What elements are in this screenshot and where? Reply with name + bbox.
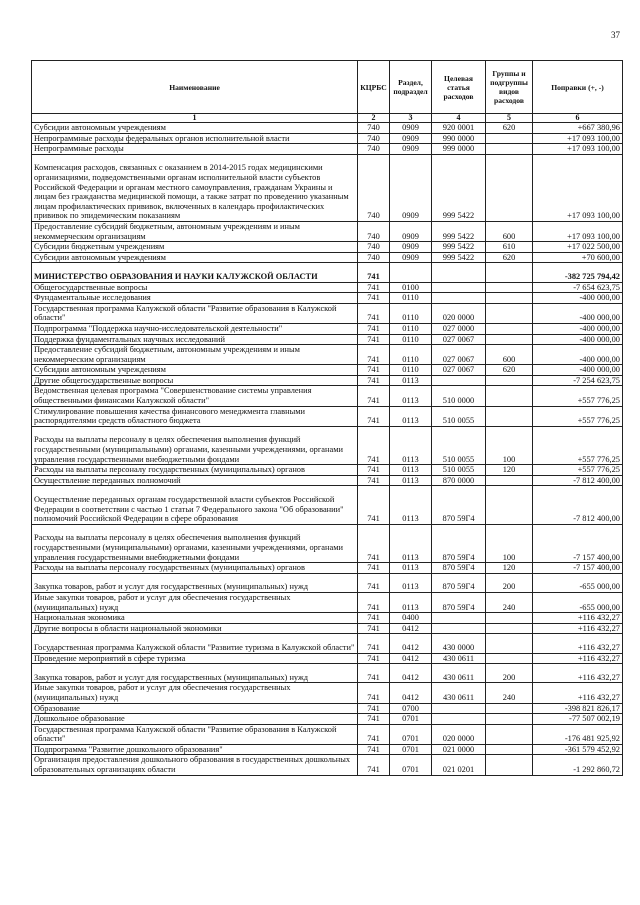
row-expense-group-cell: 610	[486, 242, 533, 253]
table-row	[32, 486, 623, 524]
row-section-cell: 0113	[390, 375, 432, 386]
row-section-cell: 0701	[390, 744, 432, 755]
row-target-article-cell	[432, 293, 486, 304]
row-target-article-cell: 020 0000	[432, 724, 486, 744]
row-expense-group-cell	[486, 263, 533, 282]
row-name-cell: Субсидии автономным учреждениям	[32, 252, 358, 263]
row-name-cell: Дошкольное образование	[32, 714, 358, 725]
table-row	[32, 703, 623, 714]
row-kcrbs-cell: 741	[358, 263, 390, 282]
row-section-cell: 0110	[390, 293, 432, 304]
row-target-article-cell: 021 0000	[432, 744, 486, 755]
row-name-cell: Подпрограмма "Развитие дошкольного образования"	[32, 744, 358, 755]
table-row	[32, 323, 623, 334]
row-section-cell: 0110	[390, 365, 432, 376]
table-row	[32, 406, 623, 426]
row-section-cell: 0909	[390, 221, 432, 241]
table-row	[32, 634, 623, 653]
row-section-cell: 0110	[390, 303, 432, 323]
row-kcrbs-cell: 741	[358, 744, 390, 755]
row-section-cell: 0110	[390, 323, 432, 334]
table-header-row	[32, 61, 623, 114]
table-row	[32, 252, 623, 263]
row-kcrbs-cell: 741	[358, 486, 390, 524]
row-kcrbs-cell: 740	[358, 252, 390, 263]
row-kcrbs-cell: 740	[358, 123, 390, 134]
row-expense-group-cell	[486, 703, 533, 714]
table-row	[32, 524, 623, 562]
row-amount-cell: -7 812 400,00	[533, 486, 623, 524]
row-target-article-cell	[432, 623, 486, 634]
row-name-cell: Поддержка фундаментальных научных исследований	[32, 334, 358, 345]
row-kcrbs-cell: 741	[358, 386, 390, 406]
row-expense-group-cell	[486, 293, 533, 304]
row-section-cell: 0100	[390, 282, 432, 293]
row-target-article-cell	[432, 375, 486, 386]
row-expense-group-cell	[486, 323, 533, 334]
row-name-cell: Организация предоставления дошкольного образования в государственных дошкольных образовательных организациях области	[32, 755, 358, 775]
row-kcrbs-cell: 741	[358, 623, 390, 634]
table-row	[32, 242, 623, 253]
row-amount-cell: -400 000,00	[533, 345, 623, 365]
row-kcrbs-cell: 740	[358, 242, 390, 253]
table-row	[32, 282, 623, 293]
row-expense-group-cell	[486, 386, 533, 406]
row-target-article-cell: 510 0055	[432, 406, 486, 426]
row-name-cell: Осуществление переданных органам государственной власти субъектов Российской Федерации в соответствии с частью 1 статьи 7 Федерального закона "Об образовании" полномочий Российской Федерации в сфере образования	[32, 486, 358, 524]
row-amount-cell: +17 093 100,00	[533, 154, 623, 221]
row-amount-cell: -7 157 400,00	[533, 563, 623, 574]
row-name-cell: Предоставление субсидий бюджетным, автономным учреждениям и иным некоммерческим организациям	[32, 221, 358, 241]
row-section-cell: 0113	[390, 465, 432, 476]
row-name-cell: Непрограммные расходы федеральных органов исполнительной власти	[32, 133, 358, 144]
row-amount-cell: +557 776,25	[533, 406, 623, 426]
row-kcrbs-cell: 741	[358, 724, 390, 744]
row-expense-group-cell	[486, 303, 533, 323]
table-row	[32, 475, 623, 486]
row-name-cell: Осуществление переданных полномочий	[32, 475, 358, 486]
row-target-article-cell: 870 59Г4	[432, 486, 486, 524]
row-amount-cell: -400 000,00	[533, 334, 623, 345]
row-section-cell: 0909	[390, 242, 432, 253]
table-row	[32, 714, 623, 725]
row-expense-group-cell: 200	[486, 664, 533, 683]
row-amount-cell: -361 579 452,92	[533, 744, 623, 755]
table-row	[32, 221, 623, 241]
table-row	[32, 563, 623, 574]
budget-amendments-table	[31, 60, 623, 776]
row-name-cell: Проведение мероприятий в сфере туризма	[32, 653, 358, 664]
header-name: Наименование	[32, 61, 358, 114]
table-row	[32, 664, 623, 683]
row-section-cell: 0113	[390, 386, 432, 406]
row-name-cell: Закупка товаров, работ и услуг для государственных (муниципальных) нужд	[32, 664, 358, 683]
row-section-cell: 0110	[390, 334, 432, 345]
row-target-article-cell	[432, 703, 486, 714]
row-amount-cell: -400 000,00	[533, 303, 623, 323]
row-section-cell: 0412	[390, 634, 432, 653]
row-target-article-cell	[432, 263, 486, 282]
row-expense-group-cell	[486, 724, 533, 744]
row-kcrbs-cell: 741	[358, 375, 390, 386]
row-name-cell: Стимулирование повышения качества финансового менеджмента главными распорядителями средств областного бюджета	[32, 406, 358, 426]
row-expense-group-cell	[486, 334, 533, 345]
row-expense-group-cell	[486, 623, 533, 634]
table-row	[32, 123, 623, 134]
row-expense-group-cell	[486, 406, 533, 426]
row-target-article-cell: 920 0001	[432, 123, 486, 134]
row-expense-group-cell: 620	[486, 252, 533, 263]
page-number: 37	[611, 30, 620, 40]
table-row	[32, 365, 623, 376]
row-expense-group-cell: 620	[486, 365, 533, 376]
row-expense-group-cell	[486, 744, 533, 755]
column-number: 4	[432, 114, 486, 123]
row-kcrbs-cell: 741	[358, 475, 390, 486]
row-target-article-cell: 027 0000	[432, 323, 486, 334]
row-expense-group-cell	[486, 613, 533, 624]
row-kcrbs-cell: 740	[358, 154, 390, 221]
row-target-article-cell: 430 0611	[432, 664, 486, 683]
row-section-cell: 0909	[390, 133, 432, 144]
row-amount-cell: -7 812 400,00	[533, 475, 623, 486]
row-section-cell: 0701	[390, 755, 432, 775]
row-kcrbs-cell: 741	[358, 755, 390, 775]
row-section-cell: 0909	[390, 123, 432, 134]
row-amount-cell: -655 000,00	[533, 592, 623, 612]
row-expense-group-cell	[486, 133, 533, 144]
row-target-article-cell: 870 0000	[432, 475, 486, 486]
row-expense-group-cell: 240	[486, 592, 533, 612]
row-amount-cell: +116 432,27	[533, 664, 623, 683]
row-name-cell: Государственная программа Калужской области "Развитие образования в Калужской области"	[32, 724, 358, 744]
row-section-cell: 0113	[390, 426, 432, 464]
row-name-cell: Предоставление субсидий бюджетным, автономным учреждениям и иным некоммерческим организациям	[32, 345, 358, 365]
row-amount-cell: +17 093 100,00	[533, 221, 623, 241]
row-section-cell: 0400	[390, 613, 432, 624]
row-kcrbs-cell: 740	[358, 221, 390, 241]
row-name-cell: Иные закупки товаров, работ и услуг для обеспечения государственных (муниципальных) нужд	[32, 592, 358, 612]
row-kcrbs-cell: 741	[358, 282, 390, 293]
row-kcrbs-cell: 741	[358, 406, 390, 426]
row-kcrbs-cell: 741	[358, 634, 390, 653]
row-name-cell: Компенсация расходов, связанных с оказанием в 2014-2015 годах медицинскими организациями, подведомственными органам исполнительной власти субъектов Российской Федерации и органам местного самоуправления, гражданам Украины и лицам без гражданства медицинской помощи, а также затрат по проведению указанным лицам профилактических прививок, включенных в календарь профилактических прививок по эпидемическим показаниям	[32, 154, 358, 221]
table-row	[32, 465, 623, 476]
row-target-article-cell: 999 5422	[432, 221, 486, 241]
row-kcrbs-cell: 741	[358, 653, 390, 664]
row-section-cell: 0412	[390, 664, 432, 683]
row-amount-cell: +116 432,27	[533, 634, 623, 653]
row-expense-group-cell	[486, 634, 533, 653]
row-target-article-cell: 999 5422	[432, 154, 486, 221]
row-amount-cell: -400 000,00	[533, 323, 623, 334]
row-section-cell: 0113	[390, 475, 432, 486]
column-number: 3	[390, 114, 432, 123]
row-target-article-cell: 027 0067	[432, 334, 486, 345]
row-name-cell: Ведомственная целевая программа "Совершенствование системы управления общественными финансами Калужской области"	[32, 386, 358, 406]
row-section-cell: 0110	[390, 345, 432, 365]
row-kcrbs-cell: 741	[358, 613, 390, 624]
row-amount-cell: -400 000,00	[533, 293, 623, 304]
row-target-article-cell: 870 59Г4	[432, 592, 486, 612]
row-amount-cell: +557 776,25	[533, 426, 623, 464]
table-row	[32, 623, 623, 634]
row-target-article-cell: 870 59Г4	[432, 563, 486, 574]
row-amount-cell: +557 776,25	[533, 386, 623, 406]
row-section-cell: 0701	[390, 714, 432, 725]
row-section-cell: 0909	[390, 154, 432, 221]
row-amount-cell: -655 000,00	[533, 573, 623, 592]
row-kcrbs-cell: 741	[358, 683, 390, 703]
row-expense-group-cell: 120	[486, 465, 533, 476]
row-expense-group-cell	[486, 755, 533, 775]
row-kcrbs-cell: 741	[358, 465, 390, 476]
row-expense-group-cell: 600	[486, 345, 533, 365]
row-section-cell: 0412	[390, 683, 432, 703]
row-section-cell	[390, 263, 432, 282]
row-kcrbs-cell: 741	[358, 703, 390, 714]
row-expense-group-cell: 620	[486, 123, 533, 134]
row-name-cell: Расходы на выплаты персоналу государственных (муниципальных) органов	[32, 465, 358, 476]
row-section-cell: 0909	[390, 252, 432, 263]
row-amount-cell: -7 157 400,00	[533, 524, 623, 562]
row-amount-cell: -7 254 623,75	[533, 375, 623, 386]
row-target-article-cell: 027 0067	[432, 365, 486, 376]
row-target-article-cell: 999 5422	[432, 252, 486, 263]
table-row	[32, 144, 623, 155]
row-expense-group-cell	[486, 154, 533, 221]
row-name-cell: Субсидии бюджетным учреждениям	[32, 242, 358, 253]
row-amount-cell: +116 432,27	[533, 683, 623, 703]
row-amount-cell: +17 093 100,00	[533, 133, 623, 144]
row-name-cell: Субсидии автономным учреждениям	[32, 123, 358, 134]
row-name-cell: Образование	[32, 703, 358, 714]
table-row	[32, 345, 623, 365]
row-kcrbs-cell: 741	[358, 334, 390, 345]
header-amendments: Поправки (+, -)	[533, 61, 623, 114]
row-kcrbs-cell: 740	[358, 133, 390, 144]
row-expense-group-cell	[486, 144, 533, 155]
row-kcrbs-cell: 741	[358, 524, 390, 562]
row-name-cell: Расходы на выплаты персоналу в целях обеспечения выполнения функций государственными (муниципальными) органами, казенными учреждениями, органами управления государственными внебюджетными фондами	[32, 524, 358, 562]
table-row	[32, 334, 623, 345]
row-name-cell: Другие вопросы в области национальной экономики	[32, 623, 358, 634]
row-kcrbs-cell: 740	[358, 144, 390, 155]
table-row	[32, 573, 623, 592]
row-target-article-cell: 990 0000	[432, 133, 486, 144]
row-kcrbs-cell: 741	[358, 714, 390, 725]
header-target-article: Целевая статья расходов	[432, 61, 486, 114]
row-section-cell: 0700	[390, 703, 432, 714]
row-target-article-cell: 870 59Г4	[432, 524, 486, 562]
row-kcrbs-cell: 741	[358, 303, 390, 323]
table-row	[32, 154, 623, 221]
row-target-article-cell	[432, 282, 486, 293]
row-name-cell: Общегосударственные вопросы	[32, 282, 358, 293]
row-amount-cell: -1 292 860,72	[533, 755, 623, 775]
row-target-article-cell: 027 0067	[432, 345, 486, 365]
row-target-article-cell	[432, 613, 486, 624]
row-expense-group-cell: 200	[486, 573, 533, 592]
row-target-article-cell: 510 0000	[432, 386, 486, 406]
row-name-cell: Фундаментальные исследования	[32, 293, 358, 304]
row-kcrbs-cell: 741	[358, 365, 390, 376]
row-kcrbs-cell: 741	[358, 592, 390, 612]
row-target-article-cell: 021 0201	[432, 755, 486, 775]
row-kcrbs-cell: 741	[358, 563, 390, 574]
table-row	[32, 263, 623, 282]
row-amount-cell: +116 432,27	[533, 613, 623, 624]
row-expense-group-cell	[486, 282, 533, 293]
row-target-article-cell: 430 0611	[432, 683, 486, 703]
row-amount-cell: +17 093 100,00	[533, 144, 623, 155]
row-amount-cell: +116 432,27	[533, 653, 623, 664]
row-name-cell: МИНИСТЕРСТВО ОБРАЗОВАНИЯ И НАУКИ КАЛУЖСКОЙ ОБЛАСТИ	[32, 263, 358, 282]
row-name-cell: Закупка товаров, работ и услуг для государственных (муниципальных) нужд	[32, 573, 358, 592]
row-expense-group-cell: 120	[486, 563, 533, 574]
column-number: 6	[533, 114, 623, 123]
row-kcrbs-cell: 741	[358, 293, 390, 304]
row-target-article-cell: 510 0055	[432, 465, 486, 476]
row-amount-cell: -77 507 002,19	[533, 714, 623, 725]
row-section-cell: 0113	[390, 592, 432, 612]
row-section-cell: 0113	[390, 406, 432, 426]
row-name-cell: Расходы на выплаты персоналу государственных (муниципальных) органов	[32, 563, 358, 574]
table-row	[32, 683, 623, 703]
row-amount-cell: +557 776,25	[533, 465, 623, 476]
row-amount-cell: +70 600,00	[533, 252, 623, 263]
row-name-cell: Иные закупки товаров, работ и услуг для обеспечения государственных (муниципальных) нужд	[32, 683, 358, 703]
row-section-cell: 0113	[390, 563, 432, 574]
row-section-cell: 0701	[390, 724, 432, 744]
row-amount-cell: -7 654 623,75	[533, 282, 623, 293]
row-expense-group-cell: 100	[486, 524, 533, 562]
row-target-article-cell: 999 5422	[432, 242, 486, 253]
row-expense-group-cell: 100	[486, 426, 533, 464]
table-row	[32, 386, 623, 406]
row-amount-cell: -398 821 826,17	[533, 703, 623, 714]
table-row	[32, 592, 623, 612]
row-target-article-cell: 999 0000	[432, 144, 486, 155]
row-expense-group-cell: 240	[486, 683, 533, 703]
row-section-cell: 0113	[390, 524, 432, 562]
row-amount-cell: -176 481 925,92	[533, 724, 623, 744]
row-amount-cell: +17 022 500,00	[533, 242, 623, 253]
table-row	[32, 133, 623, 144]
row-section-cell: 0909	[390, 144, 432, 155]
table-row	[32, 375, 623, 386]
table-row	[32, 303, 623, 323]
row-amount-cell: -400 000,00	[533, 365, 623, 376]
table-row	[32, 293, 623, 304]
row-kcrbs-cell: 741	[358, 345, 390, 365]
header-expense-group: Группы и подгруппы видов расходов	[486, 61, 533, 114]
row-kcrbs-cell: 741	[358, 573, 390, 592]
row-expense-group-cell	[486, 714, 533, 725]
table-row	[32, 755, 623, 775]
row-target-article-cell: 510 0055	[432, 426, 486, 464]
row-amount-cell: -382 725 794,42	[533, 263, 623, 282]
row-section-cell: 0113	[390, 486, 432, 524]
table-row	[32, 653, 623, 664]
row-expense-group-cell	[486, 375, 533, 386]
header-section: Раздел, подраздел	[390, 61, 432, 114]
row-target-article-cell: 430 0000	[432, 634, 486, 653]
row-expense-group-cell	[486, 475, 533, 486]
row-kcrbs-cell: 741	[358, 323, 390, 334]
header-kcrbs: КЦРБС	[358, 61, 390, 114]
row-name-cell: Непрограммные расходы	[32, 144, 358, 155]
row-name-cell: Подпрограмма "Поддержка научно-исследовательской деятельности"	[32, 323, 358, 334]
row-target-article-cell: 020 0000	[432, 303, 486, 323]
row-expense-group-cell: 600	[486, 221, 533, 241]
row-section-cell: 0113	[390, 573, 432, 592]
row-name-cell: Государственная программа Калужской области "Развитие образования в Калужской области"	[32, 303, 358, 323]
row-kcrbs-cell: 741	[358, 664, 390, 683]
row-name-cell: Государственная программа Калужской области "Развитие туризма в Калужской области"	[32, 634, 358, 653]
row-target-article-cell: 870 59Г4	[432, 573, 486, 592]
row-name-cell: Расходы на выплаты персоналу в целях обеспечения выполнения функций государственными (муниципальными) органами, казенными учреждениями, органами управления государственными внебюджетными фондами	[32, 426, 358, 464]
row-target-article-cell: 430 0611	[432, 653, 486, 664]
column-number: 2	[358, 114, 390, 123]
row-target-article-cell	[432, 714, 486, 725]
row-section-cell: 0412	[390, 653, 432, 664]
column-number: 5	[486, 114, 533, 123]
column-number: 1	[32, 114, 358, 123]
table-row	[32, 426, 623, 464]
column-number-row	[32, 114, 623, 123]
row-name-cell: Другие общегосударственные вопросы	[32, 375, 358, 386]
row-expense-group-cell	[486, 486, 533, 524]
table-row	[32, 613, 623, 624]
table-row	[32, 724, 623, 744]
row-name-cell: Субсидии автономным учреждениям	[32, 365, 358, 376]
row-name-cell: Национальная экономика	[32, 613, 358, 624]
row-amount-cell: +667 380,96	[533, 123, 623, 134]
row-section-cell: 0412	[390, 623, 432, 634]
row-kcrbs-cell: 741	[358, 426, 390, 464]
table-row	[32, 744, 623, 755]
row-amount-cell: +116 432,27	[533, 623, 623, 634]
row-expense-group-cell	[486, 653, 533, 664]
